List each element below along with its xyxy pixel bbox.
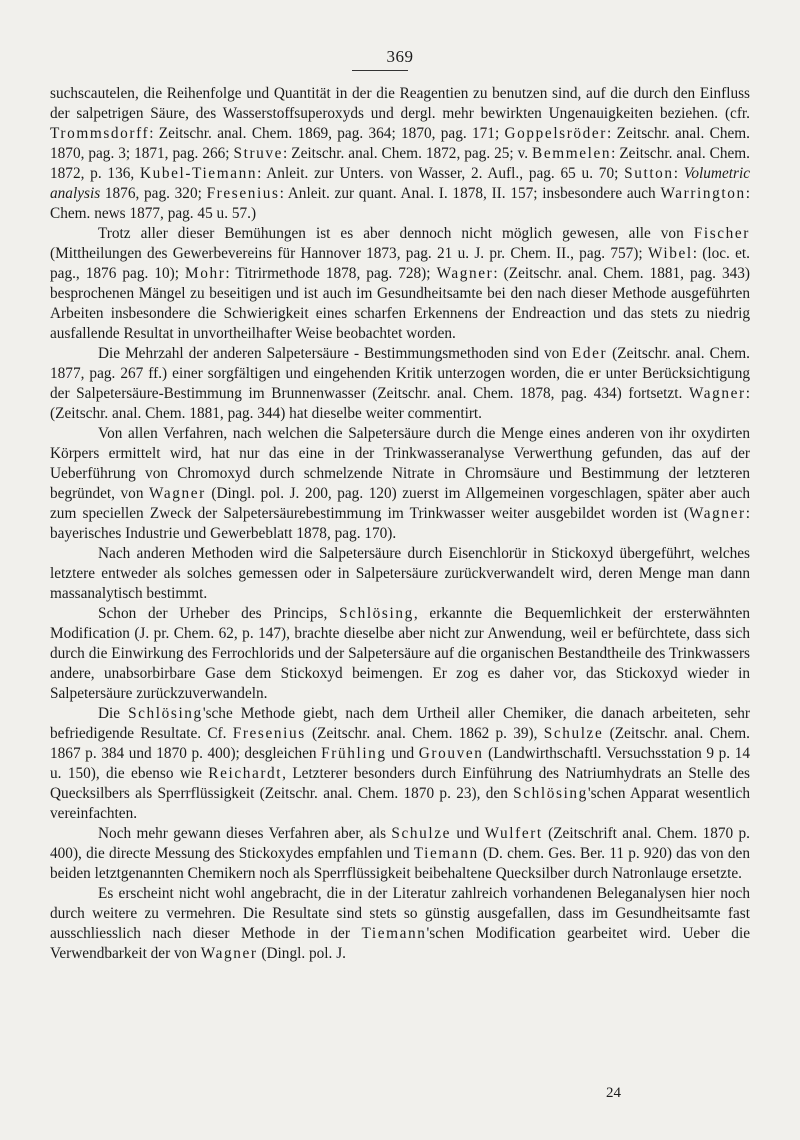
text-run: : (loc. et. pag., 1876 pag. 10); xyxy=(50,245,751,282)
text-run: : xyxy=(673,165,684,182)
text-run: : (Zeitschr. anal. Chem. 1881, pag. 344) hat dieselbe weiter commentirt. xyxy=(50,385,750,422)
text-run: (Zeitschr. anal. Chem. 1877, pag. 267 ff.) einer sorgfältigen und eingehenden Kritik unterzogen worden, die er unter Berücksichtigung der Salpetersäure-Bestimmung im Brunnenwasser (Zeitschr. anal. Chem. 1878, pag. 434) fortsetzt. xyxy=(50,345,750,402)
text-run: : Anleit. zur quant. Anal. I. 1878, II. 157; insbesondere auch xyxy=(279,185,661,202)
signature-mark: 24 xyxy=(606,1085,621,1101)
author-name: Wulfert xyxy=(484,825,543,842)
author-name: Schlösing xyxy=(339,605,414,622)
text-run: : Zeitschr. anal. Chem. 1869, pag. 364; 1870, pag. 171; xyxy=(149,125,505,142)
author-name: Frühling xyxy=(321,745,387,762)
text-run: (Zeitschr. anal. Chem. 1862 p. 39), xyxy=(305,725,544,742)
author-name: Wagner xyxy=(688,385,746,402)
author-name: Wagner xyxy=(436,265,494,282)
text-run: Die Mehrzahl der anderen Salpetersäure - Bestimmungsmethoden sind von xyxy=(98,345,572,362)
text-run: (D. chem. Ges. Ber. 11 p. 920) das von den beiden letztgenannten Chemikern noch als Sperrflüssigkeit beibehaltene Quecksilber durch Natronlauge ersetzte. xyxy=(50,845,750,882)
paragraph xyxy=(50,704,750,824)
text-run: , Letzterer besonders durch Einführung des Natriumhydrats an Stelle des Quecksilbers als Sperrflüssigkeit (Zeitschr. anal. Chem. 1870 p. 23), den xyxy=(50,765,750,802)
author-name: Wagner xyxy=(688,505,746,522)
text-run: suchscautelen, die Reihenfolge und Quantität in der die Reagentien zu benutzen sind, auf die durch den Einfluss der salpetrigen Säure, des Wasserstoffsuperoxyds und dergl. mehr bewirkten Ungenauigkeiten beziehen. (cfr. xyxy=(50,85,750,122)
text-run: und xyxy=(451,825,485,842)
author-name: Wibel xyxy=(647,245,693,262)
text-run: 1876, pag. 320; xyxy=(100,185,207,202)
text-run: , erkannte die Bequemlichkeit der ersterwähnten Modification (J. pr. Chem. 62, p. 147), brachte dieselbe aber nicht zur Anwendung, weil er befürchtete, dass sich durch die Einwirkung des Ferrochlorids und der Salpetersäure auf die organischen Bestandtheile des Trinkwassers andere, unabsorbirbare Gase dem Stickoxyd beimengen. Er zog es daher vor, das Stickoxyd wieder in Salpetersäure zurückzuverwandeln. xyxy=(50,605,750,702)
text-run: : Zeitschr. anal. Chem. 1872, pag. 25; v. xyxy=(283,145,533,162)
page-number: 369 xyxy=(386,47,414,66)
text-run: 'schen Apparat wesentlich vereinfachten. xyxy=(50,785,750,822)
paragraph xyxy=(50,604,750,704)
author-name: Fresenius xyxy=(206,185,280,202)
text-run: : bayerisches Industrie und Gewerbeblatt 1878, pag. 170). xyxy=(50,505,750,542)
author-name: Eder xyxy=(571,345,608,362)
text-run: : Zeitschr. anal. Chem. 1870, pag. 3; 1871, pag. 266; xyxy=(50,125,750,162)
author-name: Goppelsröder xyxy=(504,125,607,142)
paragraph xyxy=(50,544,750,604)
author-name: Wagner xyxy=(149,485,206,502)
text-run: (Dingl. pol. J. xyxy=(257,945,346,962)
text-run: (Dingl. pol. J. 200, pag. 120) zuerst im Allgemeinen vorgeschlagen, später aber auch zum speciellen Zweck der Salpetersäurebestimmung im Trinkwasser weiter ausgebildet worden ist ( xyxy=(50,485,750,522)
author-name: Reichardt xyxy=(208,765,283,782)
text-run: : (Zeitschr. anal. Chem. 1881, pag. 343) besprochenen Mängel zu beseitigen und ist auch im Gesundheitsamte bei den nach dieser Methode ausgeführten Arbeiten insbesondere die Schwierigkeit eines scharfen Erkennens der Endreaction und das stets zu niedrig ausfallende Resultat in unvortheilhafter Weise beobachtet worden. xyxy=(50,265,750,342)
paragraph xyxy=(50,84,750,224)
author-name: Tiemann xyxy=(361,925,427,942)
author-name: Mohr xyxy=(185,265,226,282)
text-run: : Zeitschr. anal. Chem. 1872, p. 136, xyxy=(50,145,750,182)
author-name: Bemmelen xyxy=(532,145,612,162)
author-name: Schulze xyxy=(543,725,604,742)
author-name: Fresenius xyxy=(232,725,306,742)
author-name: Fischer xyxy=(693,225,750,242)
text-run: Nach anderen Methoden wird die Salpetersäure durch Eisenchlorür in Stickoxyd übergeführt, welches letztere entweder als solches gemessen oder in Salpetersäure zurückverwandelt wird, deren Menge man dann massanalytisch bestimmt. xyxy=(50,545,750,602)
text-run: Noch mehr gewann dieses Verfahren aber, als xyxy=(98,825,392,842)
text-run: Es erscheint nicht wohl angebracht, die in der Literatur zahlreich vorhandenen Beleganalysen hier noch durch weitere zu vermehren. Die Resultate sind stets so günstig ausgefallen, dass im Gesundheitsamte fast ausschliesslich nach dieser Methode in der xyxy=(50,885,750,942)
text-run: : Chem. news 1877, pag. 45 u. 57.) xyxy=(50,185,750,222)
author-name: Warrington xyxy=(660,185,746,202)
text-run: Schon der Urheber des Princips, xyxy=(98,605,340,622)
text-run: 'schen Modification gearbeitet wird. Ueber die Verwendbarkeit der von xyxy=(50,925,750,962)
text-run: 'sche Methode giebt, nach dem Urtheil aller Chemiker, die danach arbeiteten, sehr befriedigende Resultate. Cf. xyxy=(50,705,750,742)
text-run: (Landwirthschaftl. Versuchsstation 9 p. 14 u. 150), die ebenso wie xyxy=(50,745,750,782)
italic-title: Volumetric analysis xyxy=(50,165,750,202)
paragraph xyxy=(50,344,750,424)
header-rule xyxy=(352,70,408,71)
text-run: und xyxy=(386,745,419,762)
paragraph xyxy=(50,224,750,344)
text-run: Die xyxy=(98,705,129,722)
author-name: Schulze xyxy=(391,825,452,842)
text-run: (Zeitschrift anal. Chem. 1870 p. 400), die directe Messung des Stickoxydes empfahlen und xyxy=(50,825,750,862)
author-name: Wagner xyxy=(200,945,258,962)
paragraph xyxy=(50,884,750,964)
paragraph xyxy=(50,424,750,544)
author-name: Grouven xyxy=(418,745,484,762)
author-name: Sutton xyxy=(624,165,674,182)
text-run: Trotz aller dieser Bemühungen ist es aber dennoch nicht möglich gewesen, alle von xyxy=(98,225,694,242)
text-run: (Mittheilungen des Gewerbevereins für Hannover 1873, pag. 21 u. J. pr. Chem. II., pag. 757); xyxy=(50,245,648,262)
text-run: Von allen Verfahren, nach welchen die Salpetersäure durch die Menge eines anderen von ihr oxydirten Körpers ermittelt wird, hat nur das eine in der Trinkwasseranalyse Verwerthung gefunden, das auf der Ueberführung von Chromoxyd durch schmelzende Nitrate in Chromsäure und Bestimmung der letzteren begründet, von xyxy=(50,425,750,502)
paragraph xyxy=(50,824,750,884)
author-name: Kubel-Tiemann xyxy=(139,165,258,182)
text-run: : Titrirmethode 1878, pag. 728); xyxy=(225,265,437,282)
author-name: Trommsdorff xyxy=(50,125,150,142)
text-run: : Anleit. zur Unters. von Wasser, 2. Aufl., pag. 65 u. 70; xyxy=(257,165,625,182)
body-text xyxy=(50,84,750,964)
text-run: (Zeitschr. anal. Chem. 1867 p. 384 und 1870 p. 400); desgleichen xyxy=(50,725,750,762)
author-name: Schlösing xyxy=(128,705,203,722)
author-name: Schlösing xyxy=(513,785,588,802)
author-name: Tiemann xyxy=(413,845,479,862)
author-name: Struve xyxy=(233,145,284,162)
